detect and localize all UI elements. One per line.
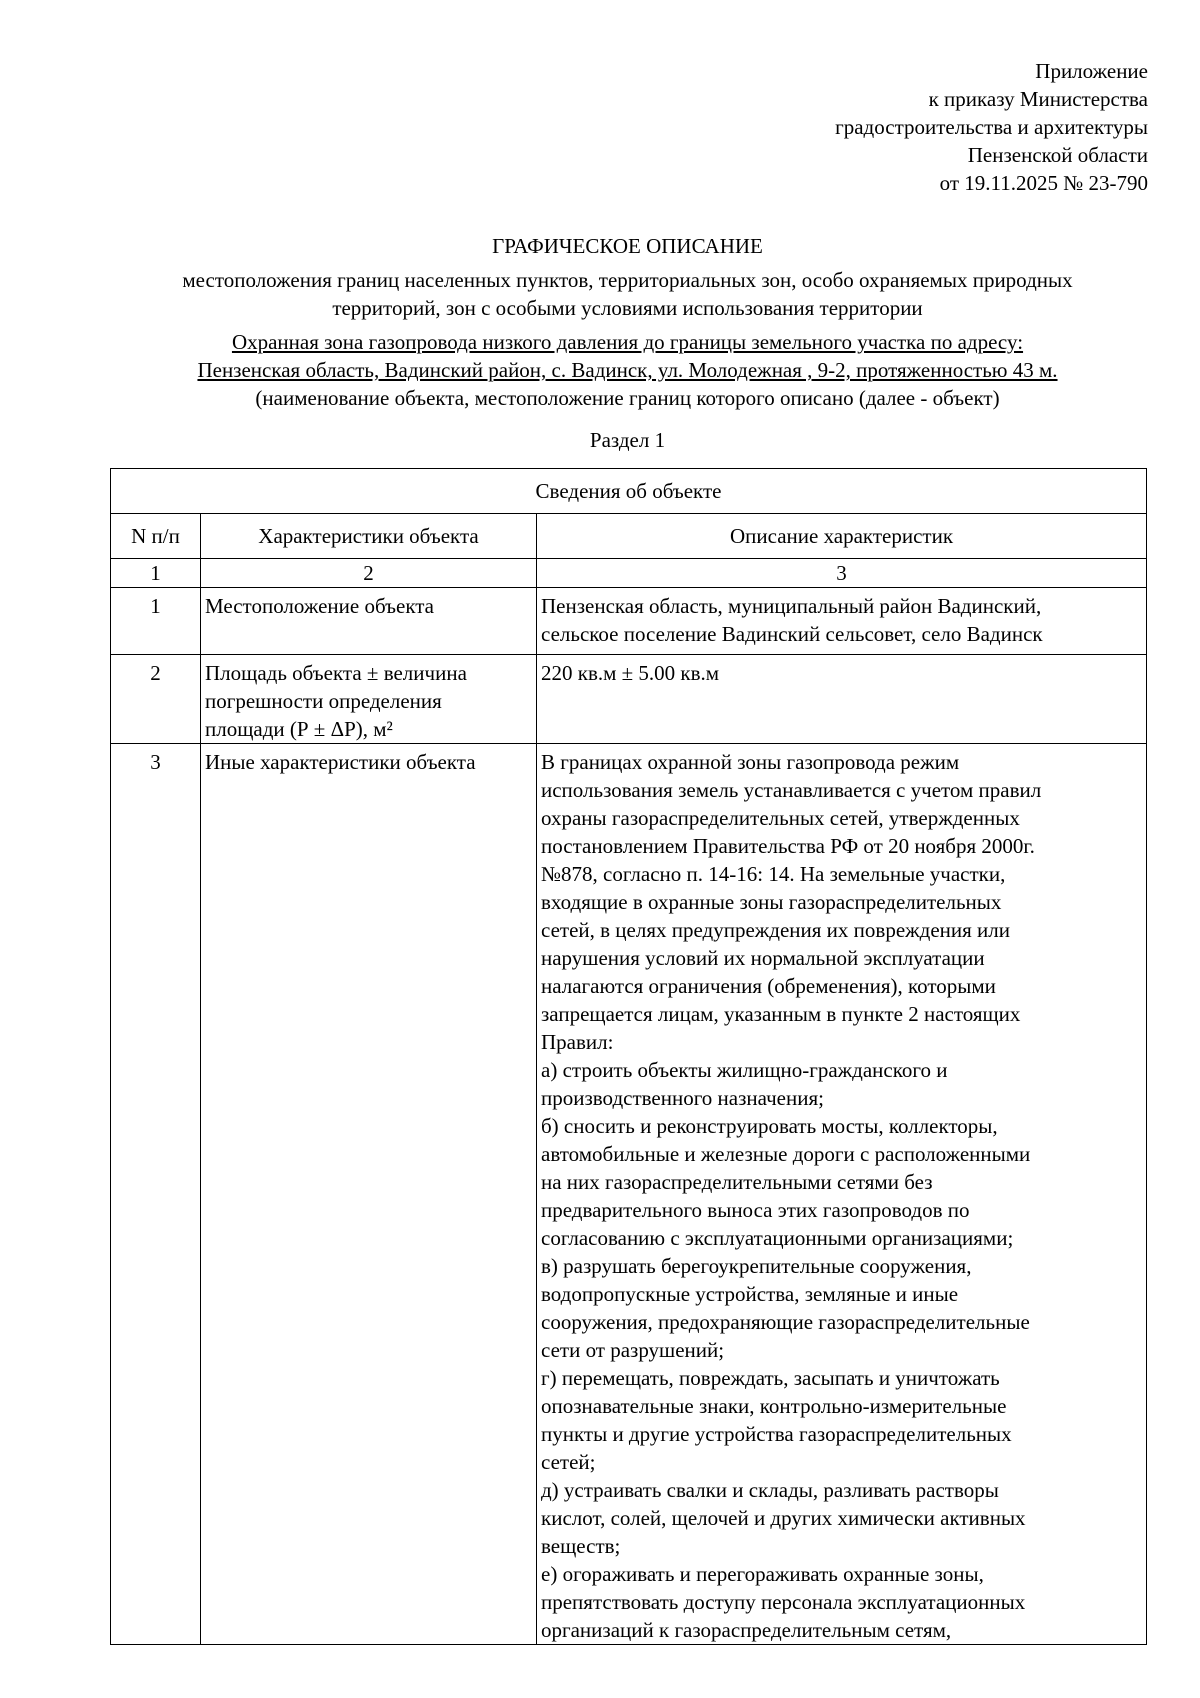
characteristic-line: погрешности определения <box>205 689 442 713</box>
object-name-line: Охранная зона газопровода низкого давления до границы земельного участка по адресу: <box>231 330 1024 354</box>
description-line: запрещается лицам, указанным в пункте 2 настоящих <box>541 1002 1021 1026</box>
description-line: постановлением Правительства РФ от 20 ноября 2000г. <box>541 834 1035 858</box>
description-line: входящие в охранные зоны газораспределительных <box>541 890 1002 914</box>
description-line: сельское поселение Вадинский сельсовет, село Вадинск <box>541 622 1043 646</box>
table-row <box>111 744 1147 1645</box>
row-description <box>537 588 1147 655</box>
object-name-line: Пензенская область, Вадинский район, с. Вадинск, ул. Молодежная , 9-2, протяженностью 43 м. <box>197 358 1058 382</box>
row-characteristic: Местоположение объекта <box>201 588 537 655</box>
document-subtitle <box>110 266 1145 322</box>
column-header: N п/п <box>111 514 201 559</box>
row-description <box>537 655 1147 744</box>
appendix-order-date: от 19.11.2025 № 23-790 <box>939 171 1148 195</box>
description-line: налагаются ограничения (обременения), которыми <box>541 974 996 998</box>
appendix-line: к приказу Министерства <box>928 87 1148 111</box>
subtitle-line: местоположения границ населенных пунктов, территориальных зон, особо охраняемых природных <box>182 268 1073 292</box>
description-line: сооружения, предохраняющие газораспределительные <box>541 1310 1030 1334</box>
row-number: 2 <box>111 655 201 744</box>
document-title: ГРАФИЧЕСКОЕ ОПИСАНИЕ <box>492 234 763 258</box>
description-line: использования земель устанавливается с учетом правил <box>541 778 1042 802</box>
description-line: организаций к газораспределительным сетям, <box>541 1618 952 1642</box>
description-line: опознавательные знаки, контрольно-измерительные <box>541 1394 1007 1418</box>
description-line: препятствовать доступу персонала эксплуатационных <box>541 1590 1026 1614</box>
column-header: Описание характеристик <box>537 514 1147 559</box>
description-line: производственного назначения; <box>541 1086 824 1110</box>
object-info-table <box>110 468 1147 1645</box>
description-line: водопропускные устройства, земляные и иные <box>541 1282 959 1306</box>
description-line: кислот, солей, щелочей и других химически активных <box>541 1506 1026 1530</box>
appendix-line: Приложение <box>1035 59 1148 83</box>
object-name <box>110 328 1145 384</box>
subtitle-line: территорий, зон с особыми условиями использования территории <box>332 296 923 320</box>
characteristic-line: Площадь объекта ± величина <box>205 661 467 685</box>
description-line: 220 кв.м ± 5.00 кв.м <box>541 661 720 685</box>
description-line: а) строить объекты жилищно-гражданского и <box>541 1058 948 1082</box>
description-line: нарушения условий их нормальной эксплуатации <box>541 946 985 970</box>
description-line: сетей, в целях предупреждения их повреждения или <box>541 918 1010 942</box>
description-line: в) разрушать берегоукрепительные сооружения, <box>541 1254 972 1278</box>
description-line: г) перемещать, повреждать, засыпать и уничтожать <box>541 1366 1000 1390</box>
row-characteristic: Иные характеристики объекта <box>201 744 537 1645</box>
row-number: 3 <box>111 744 201 1645</box>
column-header: Характеристики объекта <box>201 514 537 559</box>
description-line: сетей; <box>541 1450 596 1474</box>
description-line: е) огораживать и перегораживать охранные зоны, <box>541 1562 984 1586</box>
title-block <box>110 232 1145 454</box>
table-caption: Сведения об объекте <box>111 469 1147 514</box>
description-line: пункты и другие устройства газораспределительных <box>541 1422 1012 1446</box>
object-caption: (наименование объекта, местоположение границ которого описано (далее - объект) <box>255 386 1000 410</box>
description-line: Правил: <box>541 1030 614 1054</box>
appendix-header <box>448 57 1148 197</box>
characteristic-line: площади (Р ± ΔР), м² <box>205 717 393 741</box>
description-line: охраны газораспределительных сетей, утвержденных <box>541 806 1020 830</box>
description-line: Пензенская область, муниципальный район Вадинский, <box>541 594 1042 618</box>
row-number: 1 <box>111 588 201 655</box>
appendix-line: градостроительства и архитектуры <box>835 115 1148 139</box>
table-row <box>111 588 1147 655</box>
appendix-line: Пензенской области <box>967 143 1148 167</box>
description-line: №878, согласно п. 14-16: 14. На земельные участки, <box>541 862 1006 886</box>
description-line: на них газораспределительными сетями без <box>541 1170 933 1194</box>
description-line: В границах охранной зоны газопровода режим <box>541 750 960 774</box>
description-line: автомобильные и железные дороги с расположенными <box>541 1142 1031 1166</box>
table-header-row <box>111 514 1147 559</box>
description-line: сети от разрушений; <box>541 1338 725 1362</box>
section-label: Раздел 1 <box>589 428 666 452</box>
row-characteristic <box>201 655 537 744</box>
column-number: 2 <box>201 559 537 588</box>
column-number: 1 <box>111 559 201 588</box>
description-line: д) устраивать свалки и склады, разливать растворы <box>541 1478 999 1502</box>
description-line: согласованию с эксплуатационными организациями; <box>541 1226 1014 1250</box>
description-line: б) сносить и реконструировать мосты, коллекторы, <box>541 1114 998 1138</box>
row-description <box>537 744 1147 1645</box>
description-line: предварительного выноса этих газопроводов по <box>541 1198 970 1222</box>
column-number: 3 <box>537 559 1147 588</box>
table-row <box>111 655 1147 744</box>
table-caption-row <box>111 469 1147 514</box>
column-number-row <box>111 559 1147 588</box>
description-line: веществ; <box>541 1534 621 1558</box>
